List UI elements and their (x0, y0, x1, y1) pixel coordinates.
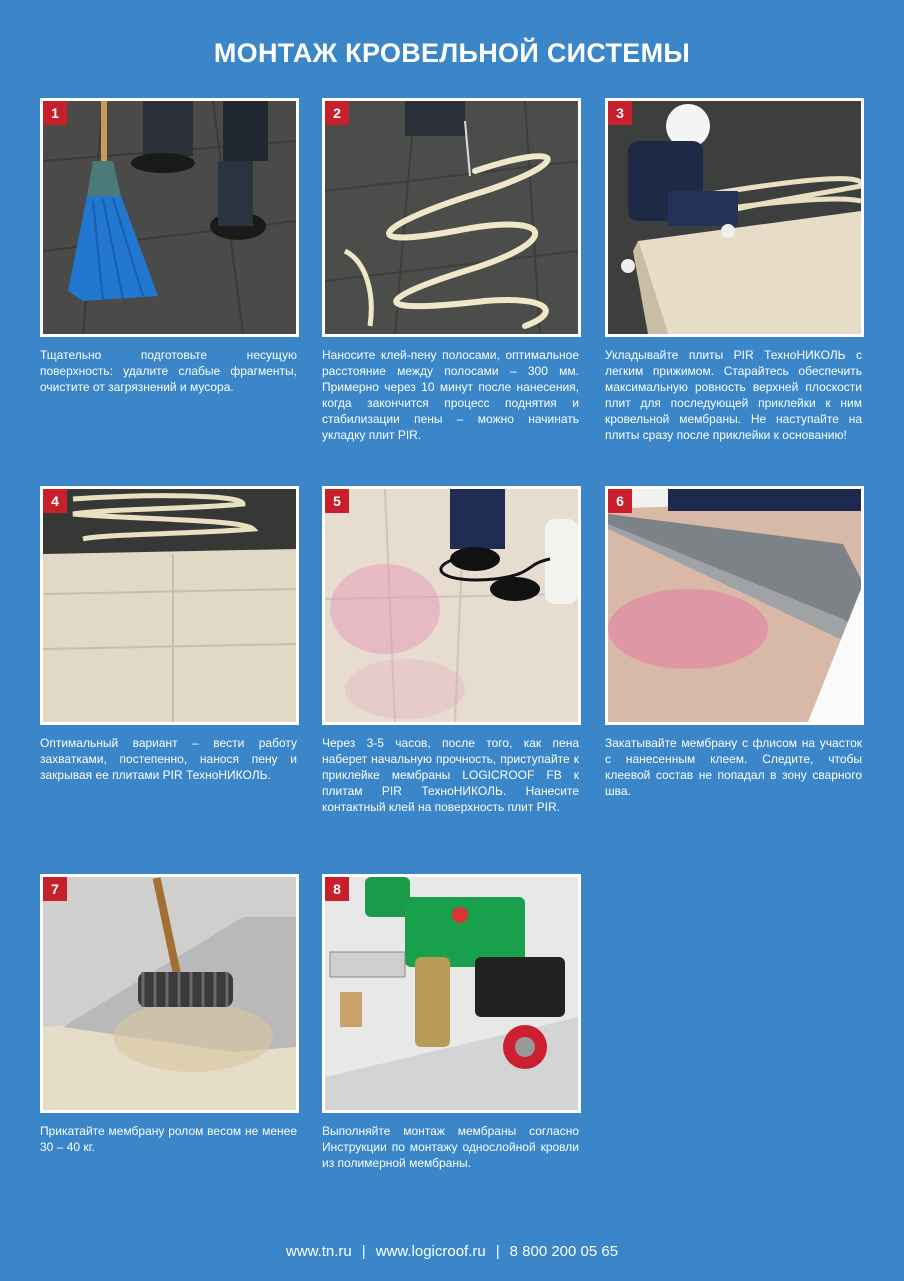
step-6-caption: Закатывайте мембрану с флисом на участок с нанесенным клеем. Следите, чтобы клеевой состав не попадал в зону сварного шва. (605, 736, 862, 798)
footer-link-logicroof[interactable]: www.logicroof.ru (375, 1243, 486, 1260)
welding-machine-photo (325, 877, 578, 1110)
footer-link-tn[interactable]: www.tn.ru (285, 1243, 352, 1260)
step-4-photo (40, 486, 299, 725)
footer (0, 1243, 904, 1260)
step-number-badge: 1 (43, 101, 67, 125)
step-1-caption: Тщательно подготовьте несущую поверхность: удалите слабые фрагменты, очистите от загрязнений и мусора. (40, 348, 297, 394)
step-number-badge: 4 (43, 489, 67, 513)
step-8-caption: Выполняйте монтаж мембраны согласно Инструкции по монтажу однослойной кровли из полимерной мембраны. (322, 1124, 579, 1170)
footer-separator: | (361, 1243, 366, 1260)
step-6 (605, 486, 864, 799)
adhesive-spray-photo (325, 489, 578, 722)
membrane-rolling-photo (608, 489, 861, 722)
step-number-badge: 3 (608, 101, 632, 125)
step-3-caption: Укладывайте плиты PIR ТехноНИКОЛЬ с легким прижимом. Старайтесь обеспечить максимальную ровность верхней плоскости плит для последующей приклейки к ним кровельной мембраны. Не наступайте на плиты сразу после приклейки к основанию! (605, 348, 862, 442)
board-laying-photo (608, 101, 861, 334)
step-7 (40, 874, 299, 1155)
footer-separator: | (495, 1243, 500, 1260)
step-number-badge: 8 (325, 877, 349, 901)
step-8-photo (322, 874, 581, 1113)
roller-photo (43, 877, 296, 1110)
step-4 (40, 486, 299, 783)
step-number-badge: 6 (608, 489, 632, 513)
page-title: МОНТАЖ КРОВЕЛЬНОЙ СИСТЕМЫ (213, 38, 691, 68)
step-7-photo (40, 874, 299, 1113)
step-2-caption: Наносите клей-пену полосами, оптимальное расстояние между полосами – 300 мм. Примерно через 10 минут после нанесения, когда закончится процесс поднятия и стабилизации пены – можно начинать укладку плит PIR. (322, 348, 579, 442)
step-number-badge: 5 (325, 489, 349, 513)
step-1 (40, 98, 299, 395)
boards-layout-photo (43, 489, 296, 722)
step-5 (322, 486, 581, 815)
step-1-photo (40, 98, 299, 337)
step-7-caption: Прикатайте мембрану ролом весом не менее 30 – 40 кг. (40, 1124, 297, 1154)
step-number-badge: 2 (325, 101, 349, 125)
step-4-caption: Оптимальный вариант – вести работу захватками, постепенно, нанося пену и закрывая ее плитами PIR ТехноНИКОЛЬ. (40, 736, 297, 782)
foam-application-photo (325, 101, 578, 334)
step-2 (322, 98, 581, 443)
footer-phone: 8 800 200 05 65 (509, 1243, 619, 1260)
step-8 (322, 874, 581, 1171)
step-5-caption: Через 3-5 часов, после того, как пена наберет начальную прочность, приступайте к приклейке мембраны LOGICROOF FB к плитам PIR ТехноНИКОЛЬ. Нанесите контактный клей на поверхность плит PIR. (322, 736, 579, 814)
step-6-photo (605, 486, 864, 725)
sweeping-photo (43, 101, 296, 334)
step-3 (605, 98, 864, 443)
step-2-photo (322, 98, 581, 337)
step-3-photo (605, 98, 864, 337)
step-number-badge: 7 (43, 877, 67, 901)
step-5-photo (322, 486, 581, 725)
